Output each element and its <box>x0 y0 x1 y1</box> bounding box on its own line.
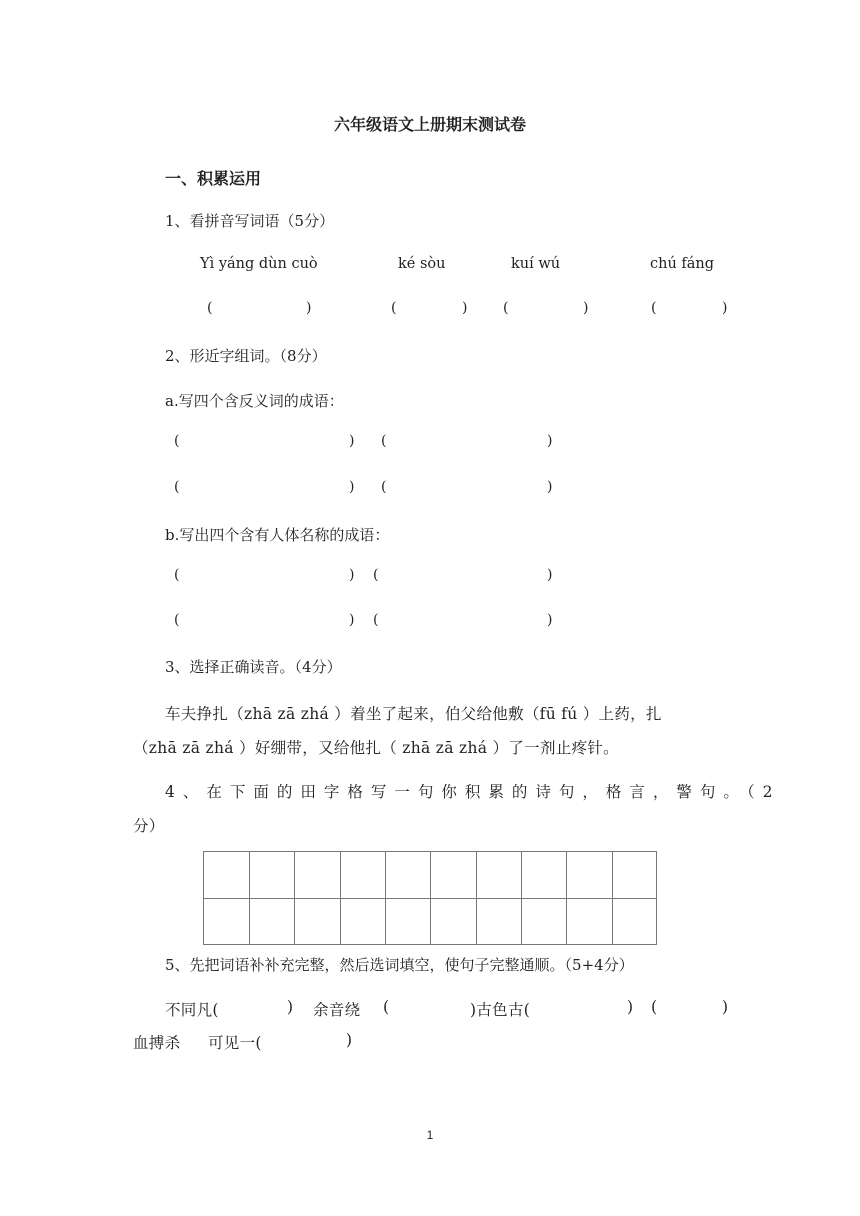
answer-blank-open: ( <box>373 612 379 628</box>
pinyin-3: kuí wú <box>511 256 561 272</box>
pinyin-4: chú fáng <box>650 256 715 272</box>
answer-blank-open: ( <box>381 433 387 449</box>
page-title: 六年级语文上册期末测试卷 <box>333 115 526 134</box>
idiom-fragment: 可见一( <box>208 1034 262 1052</box>
answer-blank-close: ) <box>547 433 553 449</box>
answer-blank-close: ) <box>462 300 468 316</box>
idiom-fragment: ) <box>346 1031 353 1049</box>
answer-blank-close: ) <box>547 612 553 628</box>
pinyin-1: Yì yáng dùn cuò <box>200 256 318 272</box>
question-4-text-line-2: 分） <box>133 817 165 835</box>
idiom-fragment: ) <box>627 998 634 1016</box>
section-heading: 一、积累运用 <box>165 169 262 188</box>
answer-blank-open: ( <box>503 300 509 316</box>
answer-blank-close: ) <box>349 612 355 628</box>
pinyin-2: ké sòu <box>398 256 446 272</box>
answer-blank-open: ( <box>174 567 180 583</box>
answer-blank-open: ( <box>207 300 213 316</box>
idiom-fragment: 不同凡( <box>165 1001 219 1019</box>
answer-blank-close: ) <box>349 433 355 449</box>
answer-blank-close: ) <box>547 479 553 495</box>
answer-blank-open: ( <box>174 612 180 628</box>
question-2a-label: a.写四个含反义词的成语： <box>165 392 344 410</box>
question-5-label: 5、先把词语补补充完整，然后选词填空，使句子完整通顺。（5+4分） <box>165 956 634 974</box>
idiom-fragment: ( <box>651 998 658 1016</box>
answer-blank-open: ( <box>651 300 657 316</box>
idiom-fragment: )古色古( <box>470 1001 531 1019</box>
question-2b-label: b.写出四个含有人体名称的成语： <box>165 526 390 544</box>
answer-blank-open: ( <box>391 300 397 316</box>
page-number: 1 <box>426 1128 434 1142</box>
question-3-text-line-2: （zhā zā zhá ）好绷带，又给他扎（ zhā zā zhá ）了一剂止疼针。 <box>133 739 619 757</box>
idiom-fragment: ( <box>383 998 390 1016</box>
answer-blank-close: ) <box>547 567 553 583</box>
idiom-fragment: 血搏杀 <box>133 1034 181 1052</box>
answer-blank-close: ) <box>306 300 312 316</box>
question-4-text-line-1: 4、在下面的田字格写一句你积累的诗句，格言，警句。（2 <box>165 783 781 801</box>
answer-blank-open: ( <box>381 479 387 495</box>
idiom-fragment: ) <box>722 998 729 1016</box>
question-3-text-line-1: 车夫挣扎（zhā zā zhá ）着坐了起来，伯父给他敷（fū fú ）上药，扎 <box>165 705 662 723</box>
question-1-label: 1、看拼音写词语（5分） <box>165 212 335 230</box>
answer-blank-close: ) <box>349 479 355 495</box>
answer-blank-open: ( <box>174 433 180 449</box>
idiom-fragment: ) <box>287 998 294 1016</box>
idiom-fragment: 余音绕 <box>313 1001 361 1019</box>
answer-blank-close: ) <box>349 567 355 583</box>
answer-blank-close: ) <box>722 300 728 316</box>
answer-blank-close: ) <box>583 300 589 316</box>
question-2-label: 2、形近字组词。（8分） <box>165 347 327 365</box>
question-3-label: 3、选择正确读音。（4分） <box>165 658 342 676</box>
answer-blank-open: ( <box>174 479 180 495</box>
writing-grid <box>203 851 657 945</box>
answer-blank-open: ( <box>373 567 379 583</box>
